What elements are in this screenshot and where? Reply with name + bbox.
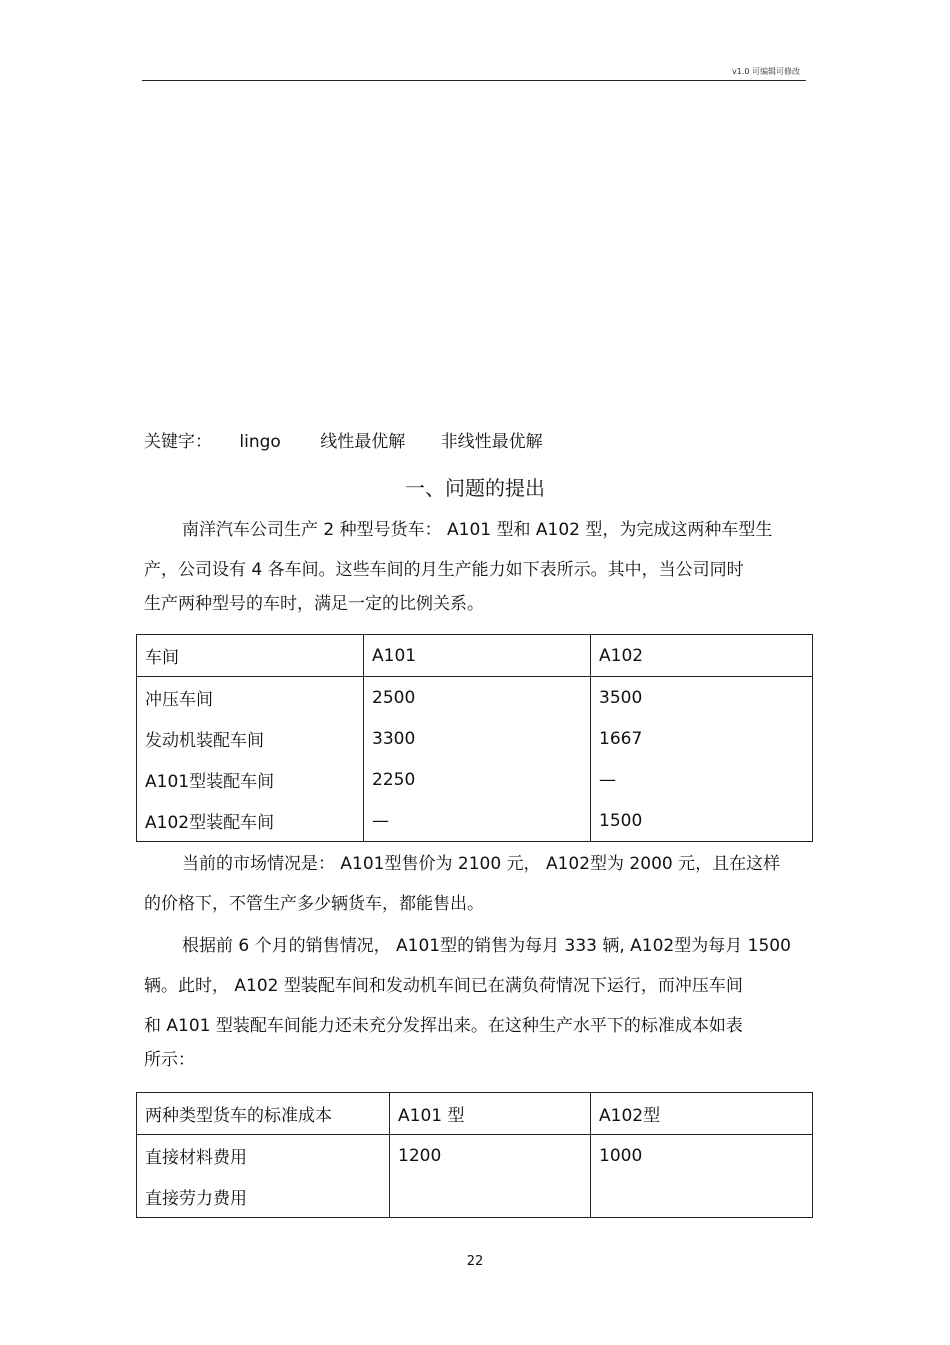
table-cell	[591, 1176, 813, 1218]
table-header-cell: 两种类型货车的标准成本	[137, 1093, 390, 1135]
text-line: 南洋汽车公司生产 2 种型号货车： A101 型和 A102 型，为完成这两种车型生	[182, 520, 773, 540]
paragraph-3	[144, 926, 791, 1080]
keyword-item: 线性最优解	[320, 432, 406, 452]
table-cell: 直接劳力费用	[137, 1176, 390, 1218]
keyword-item: 非线性最优解	[440, 432, 543, 452]
table-header-cell: A102型	[591, 1093, 813, 1135]
page-number: 22	[466, 1254, 484, 1269]
table-cell: A101型装配车间	[137, 759, 364, 800]
header-note: v1.0 可编辑可修改	[732, 67, 800, 76]
paragraph-1	[144, 510, 772, 624]
table-cell	[390, 1176, 591, 1218]
table-row	[137, 800, 813, 842]
text-line: 的价格下，不管生产多少辆货车，都能售出。	[144, 894, 484, 914]
text-line: 辆。此时， A102 型装配车间和发动机车间已在满负荷情况下运行，而冲压车间	[144, 976, 743, 996]
text-line: 根据前 6 个月的销售情况， A101型的销售为每月 333 辆, A102型为每月 1500	[182, 936, 791, 956]
section-title: 一、问题的提出	[405, 476, 545, 500]
table-row	[137, 677, 813, 719]
table-cell: —	[591, 759, 813, 800]
table-header-cell: 车间	[137, 635, 364, 677]
table-cell: 3300	[364, 718, 591, 759]
table-cell: 1667	[591, 718, 813, 759]
table-cell: A102型装配车间	[137, 800, 364, 842]
table-row	[137, 1176, 813, 1218]
table-cell: 2250	[364, 759, 591, 800]
table-header-cell: A101 型	[390, 1093, 591, 1135]
table-cell: 2500	[364, 677, 591, 719]
header-rule	[142, 80, 806, 81]
table-row	[137, 1135, 813, 1177]
text-line: 当前的市场情况是： A101型售价为 2100 元， A102型为 2000 元，且在这样	[182, 854, 781, 874]
table-row	[137, 718, 813, 759]
table-cell: 1200	[390, 1135, 591, 1177]
table-cell: 3500	[591, 677, 813, 719]
workshop-capacity-table	[136, 634, 813, 842]
standard-cost-table	[136, 1092, 813, 1218]
table-header-row	[137, 1093, 813, 1135]
table-cell: 1500	[591, 800, 813, 842]
table-cell: 直接材料费用	[137, 1135, 390, 1177]
keywords-label: 关键字：	[144, 432, 212, 452]
keywords-line	[144, 427, 543, 452]
table-header-cell: A102	[591, 635, 813, 677]
table-cell: 1000	[591, 1135, 813, 1177]
table-cell: 发动机装配车间	[137, 718, 364, 759]
table-row	[137, 759, 813, 800]
text-line: 所示：	[144, 1050, 195, 1070]
paragraph-2	[144, 844, 780, 924]
text-line: 产，公司设有 4 各车间。这些车间的月生产能力如下表所示。其中，当公司同时	[144, 560, 744, 580]
table-cell: 冲压车间	[137, 677, 364, 719]
text-line: 和 A101 型装配车间能力还未充分发挥出来。在这种生产水平下的标准成本如表	[144, 1016, 743, 1036]
text-line: 生产两种型号的车时，满足一定的比例关系。	[144, 594, 484, 614]
table-cell: —	[364, 800, 591, 842]
table-header-row	[137, 635, 813, 677]
table-header-cell: A101	[364, 635, 591, 677]
keyword-item: lingo	[239, 432, 281, 452]
